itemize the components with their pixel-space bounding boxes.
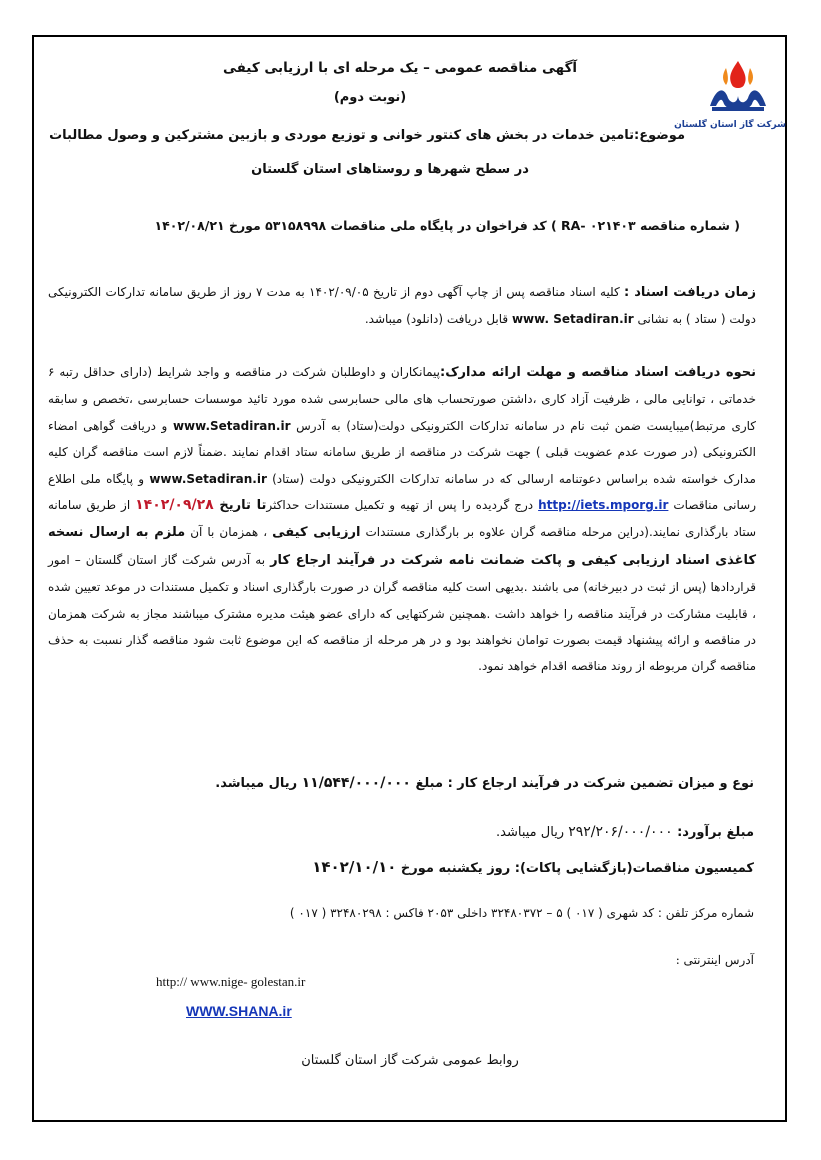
- submission-text-1: پیمانکاران و داوطلبان شرکت در مناقصه و واجد شرایط (دارای حداقل رتبه ۶ خدماتی ، توانایی مالی ، ظرفیت آزاد کاری ،داشتن صورتحساب های مالی حسابرسی شده مورد تائید موسسات حسابرسی ،تخصص و سابقه کاری مرتبط)میبایست ضمن ثبت نام در سامانه تدارکات الکترونیکی دولت(ستاد) به آدرس: [48, 365, 756, 433]
- doc-receipt-label: زمان دریافت اسناد :: [624, 285, 756, 300]
- deadline-prefix: تا تاریخ: [213, 498, 267, 514]
- tender-round: (نوبت دوم): [333, 90, 407, 105]
- estimate-label: مبلغ برآورد:: [677, 825, 754, 840]
- website-label: آدرس اینترنتی :: [675, 953, 754, 967]
- doc-receipt-section: [48, 279, 756, 333]
- paper-copy-requirement: ملزم به ارسال نسخه کاغذی اسناد ارزیابی کیفی و پاکت ضمانت نامه شرکت در فرآیند ارجاع کار: [48, 525, 756, 568]
- submission-text-5: از طریق سامانه ستاد بارگذاری نمایند.(دراین مرحله مناقصه گران علاوه بر بارگذاری مستندات: [48, 498, 757, 540]
- commission-label: کمیسیون مناقصات(بازگشایی پاکات): روز یکشنبه مورخ: [396, 861, 754, 876]
- gas-flame-logo-icon: [706, 58, 770, 116]
- logo-caption: شرکت گاز استان گلستان: [674, 120, 786, 130]
- estimate-unit: ریال میباشد.: [496, 825, 569, 840]
- quality-eval-bold: ارزیابی کیفی: [272, 525, 361, 541]
- doc-receipt-text-end: قابل دریافت (دانلود) میباشد.: [364, 312, 512, 327]
- shana-link[interactable]: WWW.SHANA.ir: [186, 1003, 292, 1019]
- estimate-amount: ۲۹۲/۲۰۶/۰۰۰/۰۰۰: [568, 824, 678, 840]
- guarantee-label: نوع و میزان تضمین شرکت در فرآیند ارجاع کار : مبلغ: [410, 776, 754, 791]
- submission-text-6: ، همزمان با آن: [185, 525, 273, 540]
- deadline-date: ۱۴۰۲/۰۹/۲۸: [135, 497, 214, 514]
- tender-title: آگهی مناقصه عمومی – یک مرحله ای با ارزیابی کیفی: [222, 60, 578, 76]
- company-website-link[interactable]: http:// www.nige- golestan.ir: [156, 974, 306, 989]
- submission-label: نحوه دریافت اسناد مناقصه و مهلت ارائه مدارک:: [440, 365, 756, 380]
- submission-text-2: و دریافت گواهی امضاء الکترونیکی (در صورت عدم عضویت قبلی ) جهت شرکت در مناقصه از طریق سامانه ستاد اقدام نمایند .ضمناً لازم است مناقصه گران کلیه مدارک خواسته شده براساس دعوتنامه ارسالی که در سامانه تدارکات الکترونیکی دولت (ستاد): [48, 418, 756, 486]
- public-relations-footer: روابط عمومی شرکت گاز استان گلستان: [301, 1053, 519, 1068]
- tender-subject: موضوع:تامین خدمات در بخش های کنتور خوانی و توزیع موردی و بازبین مشترکین و وصول مطالبات: [49, 128, 685, 143]
- submission-text-4: درج گردیده را پس از تهیه و تکمیل مستندات حداکثر: [266, 498, 539, 513]
- company-logo: [674, 58, 786, 130]
- submission-text-3: و پایگاه ملی اطلاع رسانی مناقصات: [48, 471, 756, 513]
- estimate-line: [300, 824, 754, 840]
- guarantee-unit: ریال میباشد.: [215, 776, 302, 791]
- submission-text-7: به آدرس شرکت گاز استان گلستان – امور قراردادها (پس از ثبت در دبیرخانه) می باشند .بدیهی است کلیه مناقصه گران در صورت بارگذاری اسناد و تکمیل مستندات در موعد تعیین شده ، قابلیت مشارکت در فرآیند مناقصه را خواهد داشت .همچنین شرکتهایی که دارای عضو هیئت مدیره مشترک میباشند مجاز به شرکت همزمان در مناقصه و ارائه پیشنهاد قیمت بصورت توامان نخواهند بود و در هر مرحله از مناقصه که این موضوع ثابت شود مناقصه گذار نسبت به حذف مناقصه گران مربوطه از روند مناقصه اقدام خواهد نمود.: [48, 552, 756, 674]
- commission-date: ۱۴۰۲/۱۰/۱۰: [312, 858, 397, 876]
- setadiran-link-1[interactable]: www.Setadiran.ir: [172, 418, 291, 433]
- guarantee-line: [140, 775, 754, 791]
- iets-link[interactable]: http://iets.mporg.ir: [538, 498, 669, 513]
- guarantee-amount: ۱۱/۵۴۴/۰۰۰/۰۰۰: [301, 775, 411, 791]
- submission-section: [48, 359, 756, 680]
- setadiran-link-2[interactable]: www.Setadiran.ir: [149, 471, 267, 486]
- doc-receipt-text: کلیه اسناد مناقصه پس از چاپ آگهی دوم از تاریخ ۱۴۰۲/۰۹/۰۵ به مدت ۷ روز از طریق سامانه تدارکات الکترونیکی دولت ( ستاد ) به نشانی: [48, 285, 756, 327]
- tender-subject-line2: در سطح شهرها و روستاهای استان گلستان: [251, 162, 529, 177]
- contact-line: شماره مرکز تلفن : کد شهری ( ۰۱۷ ) ۵ – ۳۲۴۸۰۳۷۲ داخلی ۲۰۵۳ فاکس : ۳۲۴۸۰۲۹۸ ( ۰۱۷ ): [289, 906, 754, 920]
- commission-line: [250, 858, 754, 876]
- setadiran-link[interactable]: www. Setadiran.ir: [511, 312, 634, 327]
- tender-number-line: ( شماره مناقصه RA- ۰۲۱۴۰۳ ) کد فراخوان در پایگاه ملی مناقصات ۵۳۱۵۸۹۹۸ مورخ ۱۴۰۲/۰۸/۲۱: [154, 218, 740, 233]
